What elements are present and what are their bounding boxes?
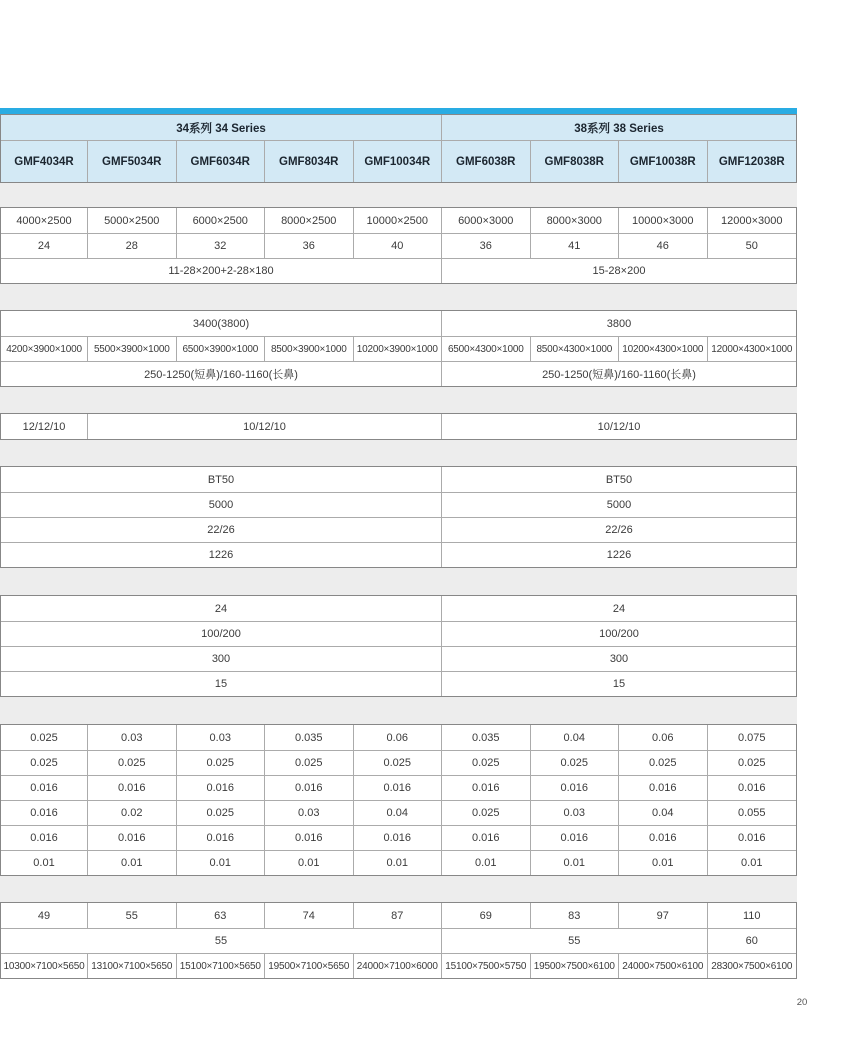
- table-cell: 0.016: [737, 782, 766, 794]
- table-cell: 10300×7100×5650: [1, 954, 88, 978]
- table-cell: 8000×3000: [531, 208, 620, 233]
- table-cell: 0.016: [531, 776, 620, 800]
- table-cell: 0.03: [177, 725, 266, 750]
- table-row: [1, 492, 796, 517]
- table-cell: 24000×7500×6100: [619, 954, 708, 978]
- table-cell: 0.03: [531, 801, 620, 825]
- table-cell: 0.016: [177, 776, 266, 800]
- spec-section-feed: [0, 595, 797, 697]
- table-cell: 15-28×200: [592, 265, 646, 277]
- table-cell: 49: [1, 903, 88, 928]
- table-cell: 0.025: [1, 725, 88, 750]
- model-header-cell: GMF10034R: [354, 141, 443, 182]
- model-header-cell: GMF10038R: [619, 141, 708, 182]
- table-cell: 0.01: [741, 857, 763, 869]
- table-cell: 97: [619, 903, 708, 928]
- table-cell: 24000×7100×6000: [354, 954, 443, 978]
- table-cell: 0.016: [531, 826, 620, 850]
- table-cell: 10/12/10: [597, 420, 641, 433]
- model-header-cell: GMF8034R: [265, 141, 354, 182]
- table-cell: 0.016: [737, 832, 766, 844]
- table-cell: 0.035: [442, 725, 531, 750]
- table-cell: 15100×7100×5650: [177, 954, 266, 978]
- table-row: [1, 311, 796, 336]
- section-gap: [0, 284, 797, 310]
- table-cell: 0.025: [354, 751, 443, 775]
- table-cell: 0.01: [354, 851, 443, 875]
- table-cell: 19500×7500×6100: [531, 954, 620, 978]
- table-row: [1, 115, 796, 140]
- table-cell: 0.016: [442, 776, 531, 800]
- table-cell: 15: [1, 672, 442, 696]
- table-cell: 3800: [606, 317, 632, 330]
- table-cell: 55: [1, 929, 442, 953]
- table-cell: 40: [354, 234, 443, 258]
- table-cell: 24: [1, 596, 442, 621]
- table-row: [1, 336, 796, 361]
- table-cell: 0.025: [442, 751, 531, 775]
- table-cell: 0.025: [177, 801, 266, 825]
- table-cell: 0.025: [1, 751, 88, 775]
- table-cell: 0.025: [442, 801, 531, 825]
- table-cell: 6000×3000: [442, 208, 531, 233]
- table-cell: 0.06: [619, 725, 708, 750]
- table-row: [1, 361, 796, 386]
- series-header-cell: 38系列 38 Series: [574, 122, 664, 135]
- table-cell: 22/26: [605, 524, 633, 536]
- spec-section-worktable: [0, 207, 797, 284]
- table-cell: 36: [442, 234, 531, 258]
- section-gap: [0, 876, 797, 902]
- table-row: [1, 208, 796, 233]
- table-cell: 0.016: [619, 826, 708, 850]
- table-row: [1, 725, 796, 750]
- table-header-section: [0, 114, 797, 183]
- table-cell: 74: [265, 903, 354, 928]
- table-cell: 250-1250(短鼻)/160-1160(长鼻): [1, 362, 442, 386]
- table-cell: 32: [177, 234, 266, 258]
- table-cell: 22/26: [1, 518, 442, 542]
- table-row: [1, 258, 796, 283]
- table-cell: 0.025: [619, 751, 708, 775]
- table-cell: 0.03: [265, 801, 354, 825]
- table-cell: 0.03: [88, 725, 177, 750]
- table-cell: 0.01: [619, 851, 708, 875]
- table-cell: 0.016: [88, 826, 177, 850]
- table-row: [1, 542, 796, 567]
- table-row: [1, 517, 796, 542]
- table-cell: 12000×3000: [721, 214, 783, 227]
- table-cell: 0.016: [265, 776, 354, 800]
- model-header-cell: GMF12038R: [718, 155, 785, 168]
- model-header-cell: GMF5034R: [88, 141, 177, 182]
- model-header-cell: GMF4034R: [1, 141, 88, 182]
- table-row: [1, 646, 796, 671]
- table-cell: 110: [742, 909, 761, 922]
- table-cell: 0.04: [619, 801, 708, 825]
- table-cell: 83: [531, 903, 620, 928]
- spec-section-travel: [0, 310, 797, 387]
- table-cell: 300: [609, 653, 629, 665]
- table-cell: 5500×3900×1000: [88, 337, 177, 361]
- table-row: [1, 850, 796, 875]
- table-cell: 11-28×200+2-28×180: [1, 259, 442, 283]
- table-cell: 12/12/10: [1, 414, 88, 439]
- table-cell: 0.025: [177, 751, 266, 775]
- page-number: 20: [796, 997, 808, 1008]
- spec-section-machine: [0, 902, 797, 979]
- spec-section-speeds: [0, 413, 797, 440]
- table-cell: 100/200: [599, 628, 639, 640]
- table-cell: 0.01: [1, 851, 88, 875]
- table-cell: 24: [1, 234, 88, 258]
- table-cell: 0.016: [1, 826, 88, 850]
- model-header-cell: GMF8038R: [531, 141, 620, 182]
- table-cell: 15: [612, 678, 626, 690]
- table-cell: 28300×7500×6100: [711, 960, 793, 972]
- table-cell: 0.02: [88, 801, 177, 825]
- table-cell: 15100×7500×5750: [442, 954, 531, 978]
- table-cell: 0.016: [1, 776, 88, 800]
- table-cell: 46: [619, 234, 708, 258]
- table-cell: 0.01: [265, 851, 354, 875]
- section-gap: [0, 387, 797, 413]
- table-cell: 0.016: [177, 826, 266, 850]
- table-cell: 8500×4300×1000: [531, 337, 620, 361]
- table-row: [1, 953, 796, 978]
- series-header-cell: 34系列 34 Series: [1, 115, 442, 140]
- table-cell: 10000×2500: [354, 208, 443, 233]
- table-cell: 250-1250(短鼻)/160-1160(长鼻): [542, 369, 696, 381]
- table-cell: 10200×3900×1000: [354, 337, 443, 361]
- table-row: [1, 903, 796, 928]
- table-cell: 6500×3900×1000: [177, 337, 266, 361]
- table-cell: BT50: [1, 467, 442, 492]
- table-row: [1, 671, 796, 696]
- table-cell: 5000: [606, 499, 632, 511]
- table-cell: 0.035: [265, 725, 354, 750]
- table-row: [1, 621, 796, 646]
- table-cell: 0.016: [1, 801, 88, 825]
- table-cell: 41: [531, 234, 620, 258]
- table-cell: 10/12/10: [88, 414, 442, 439]
- table-cell: 0.016: [88, 776, 177, 800]
- table-cell: 10200×4300×1000: [619, 337, 708, 361]
- table-cell: 100/200: [1, 622, 442, 646]
- table-cell: 0.06: [354, 725, 443, 750]
- table-cell: 1226: [1, 543, 442, 567]
- table-cell: 55: [442, 929, 708, 953]
- table-cell: 0.025: [88, 751, 177, 775]
- table-cell: 4000×2500: [1, 208, 88, 233]
- table-cell: 0.016: [265, 826, 354, 850]
- table-cell: 0.01: [531, 851, 620, 875]
- table-cell: 10000×3000: [619, 208, 708, 233]
- table-cell: 6000×2500: [177, 208, 266, 233]
- table-cell: 0.055: [737, 807, 766, 819]
- table-cell: 0.01: [442, 851, 531, 875]
- table-cell: 1226: [606, 549, 632, 561]
- table-row: [1, 775, 796, 800]
- table-cell: BT50: [605, 473, 633, 486]
- table-cell: 3400(3800): [1, 311, 442, 336]
- table-cell: 36: [265, 234, 354, 258]
- table-cell: 6500×4300×1000: [442, 337, 531, 361]
- table-row: [1, 825, 796, 850]
- table-cell: 63: [177, 903, 266, 928]
- table-row: [1, 596, 796, 621]
- table-row: [1, 750, 796, 775]
- table-cell: 0.025: [737, 757, 766, 769]
- table-cell: 19500×7100×5650: [265, 954, 354, 978]
- section-gap: [0, 568, 797, 595]
- table-cell: 5000×2500: [88, 208, 177, 233]
- table-cell: 0.025: [265, 751, 354, 775]
- table-cell: 0.01: [177, 851, 266, 875]
- table-cell: 87: [354, 903, 443, 928]
- spec-table: [0, 108, 797, 979]
- table-cell: 50: [745, 240, 758, 252]
- table-cell: 69: [442, 903, 531, 928]
- table-cell: 55: [88, 903, 177, 928]
- spec-section-accuracy: [0, 724, 797, 876]
- table-cell: 0.04: [531, 725, 620, 750]
- table-cell: 28: [88, 234, 177, 258]
- table-cell: 4200×3900×1000: [1, 337, 88, 361]
- model-header-cell: GMF6038R: [442, 141, 531, 182]
- table-cell: 24: [612, 602, 626, 615]
- table-cell: 12000×4300×1000: [711, 343, 793, 355]
- spec-section-spindle: [0, 466, 797, 568]
- table-cell: 5000: [1, 493, 442, 517]
- table-cell: 0.016: [619, 776, 708, 800]
- table-row: [1, 140, 796, 182]
- table-row: [1, 467, 796, 492]
- table-row: [1, 414, 796, 439]
- table-cell: 300: [1, 647, 442, 671]
- table-cell: 0.016: [442, 826, 531, 850]
- table-cell: 8500×3900×1000: [265, 337, 354, 361]
- table-cell: 0.016: [354, 776, 443, 800]
- table-cell: 0.04: [354, 801, 443, 825]
- table-cell: 0.075: [737, 731, 766, 744]
- table-cell: 0.025: [531, 751, 620, 775]
- table-cell: 60: [745, 935, 758, 947]
- table-cell: 13100×7100×5650: [88, 954, 177, 978]
- table-cell: 0.016: [354, 826, 443, 850]
- table-row: [1, 800, 796, 825]
- table-cell: 0.01: [88, 851, 177, 875]
- table-row: [1, 928, 796, 953]
- model-header-cell: GMF6034R: [177, 141, 266, 182]
- table-row: [1, 233, 796, 258]
- section-gap: [0, 697, 797, 724]
- section-gap: [0, 440, 797, 466]
- table-cell: 8000×2500: [265, 208, 354, 233]
- section-gap: [0, 183, 797, 207]
